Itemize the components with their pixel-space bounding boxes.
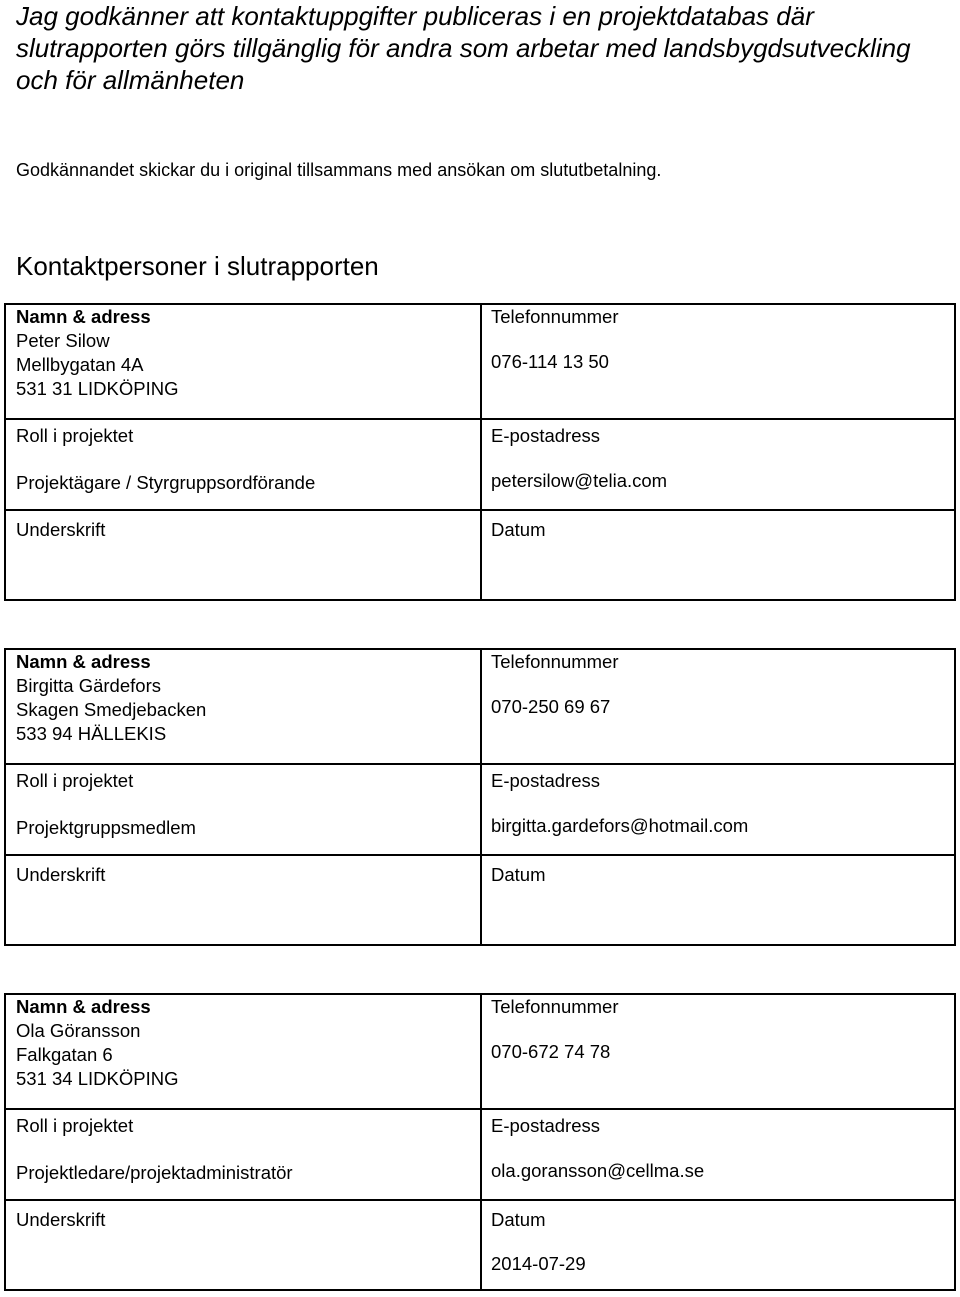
email-cell [481, 1109, 955, 1200]
consent-heading: Jag godkänner att kontaktuppgifter publiceras i en projektdatabas där slutrapporten görs tillgänglig för andra som arbetar med landsbygdsutveckling och för allmänheten [16, 1, 911, 95]
contact-row-name [5, 649, 955, 764]
contact-row-role [5, 1109, 955, 1200]
email-cell [481, 764, 955, 855]
contact-row-name [5, 994, 955, 1109]
phone-cell [481, 304, 955, 419]
email-label: E-postadress [491, 425, 600, 446]
phone-label: Telefonnummer [491, 651, 619, 672]
contact-phone: 070-250 69 67 [491, 696, 611, 717]
contact-email: birgitta.gardefors@hotmail.com [491, 815, 749, 836]
contact-phone: 076-114 13 50 [491, 351, 609, 372]
role-label: Roll i projektet [16, 1115, 134, 1136]
signature-label: Underskrift [16, 1209, 106, 1230]
date-cell [481, 855, 955, 945]
phone-label: Telefonnummer [491, 996, 619, 1017]
role-cell [5, 764, 481, 855]
signature-label: Underskrift [16, 519, 106, 540]
signature-cell [5, 510, 481, 600]
contact-row-signature [5, 510, 955, 600]
signature-cell [5, 855, 481, 945]
contact-role: Projektledare/projektadministratör [16, 1162, 293, 1183]
contact-postal: 531 31 LIDKÖPING [16, 378, 179, 399]
contact-date: 2014-07-29 [491, 1253, 586, 1274]
contact-table-2 [4, 648, 956, 946]
contact-role: Projektgruppsmedlem [16, 817, 196, 838]
contact-table-1 [4, 303, 956, 601]
email-label: E-postadress [491, 1115, 600, 1136]
contact-street: Mellbygatan 4A [16, 354, 144, 375]
contact-email: petersilow@telia.com [491, 470, 668, 491]
name-address-cell [5, 649, 481, 764]
contact-name: Peter Silow [16, 330, 110, 351]
consent-note: Godkännandet skickar du i original tillsammans med ansökan om slututbetalning. [16, 160, 662, 180]
contact-row-name [5, 304, 955, 419]
role-label: Roll i projektet [16, 425, 134, 446]
email-cell [481, 419, 955, 510]
phone-cell [481, 649, 955, 764]
phone-label: Telefonnummer [491, 306, 619, 327]
contact-postal: 531 34 LIDKÖPING [16, 1068, 179, 1089]
contact-street: Falkgatan 6 [16, 1044, 113, 1065]
email-label: E-postadress [491, 770, 600, 791]
name-address-label: Namn & adress [16, 651, 151, 672]
role-cell [5, 419, 481, 510]
contact-email: ola.goransson@cellma.se [491, 1160, 705, 1181]
contact-table-3 [4, 993, 956, 1291]
name-address-label: Namn & adress [16, 996, 151, 1017]
phone-cell [481, 994, 955, 1109]
contact-row-signature [5, 1200, 955, 1290]
name-address-cell [5, 304, 481, 419]
role-label: Roll i projektet [16, 770, 134, 791]
date-cell [481, 510, 955, 600]
contact-postal: 533 94 HÄLLEKIS [16, 723, 167, 744]
role-cell [5, 1109, 481, 1200]
contact-street: Skagen Smedjebacken [16, 699, 207, 720]
contact-row-role [5, 764, 955, 855]
date-label: Datum [491, 519, 546, 540]
signature-cell [5, 1200, 481, 1290]
date-label: Datum [491, 1209, 546, 1230]
date-label: Datum [491, 864, 546, 885]
name-address-cell [5, 994, 481, 1109]
date-cell [481, 1200, 955, 1290]
contact-row-role [5, 419, 955, 510]
contact-name: Ola Göransson [16, 1020, 141, 1041]
section-title: Kontaktpersoner i slutrapporten [16, 251, 379, 281]
contact-role: Projektägare / Styrgruppsordförande [16, 472, 316, 493]
contact-phone: 070-672 74 78 [491, 1041, 611, 1062]
contact-row-signature [5, 855, 955, 945]
contact-name: Birgitta Gärdefors [16, 675, 161, 696]
signature-label: Underskrift [16, 864, 106, 885]
name-address-label: Namn & adress [16, 306, 151, 327]
